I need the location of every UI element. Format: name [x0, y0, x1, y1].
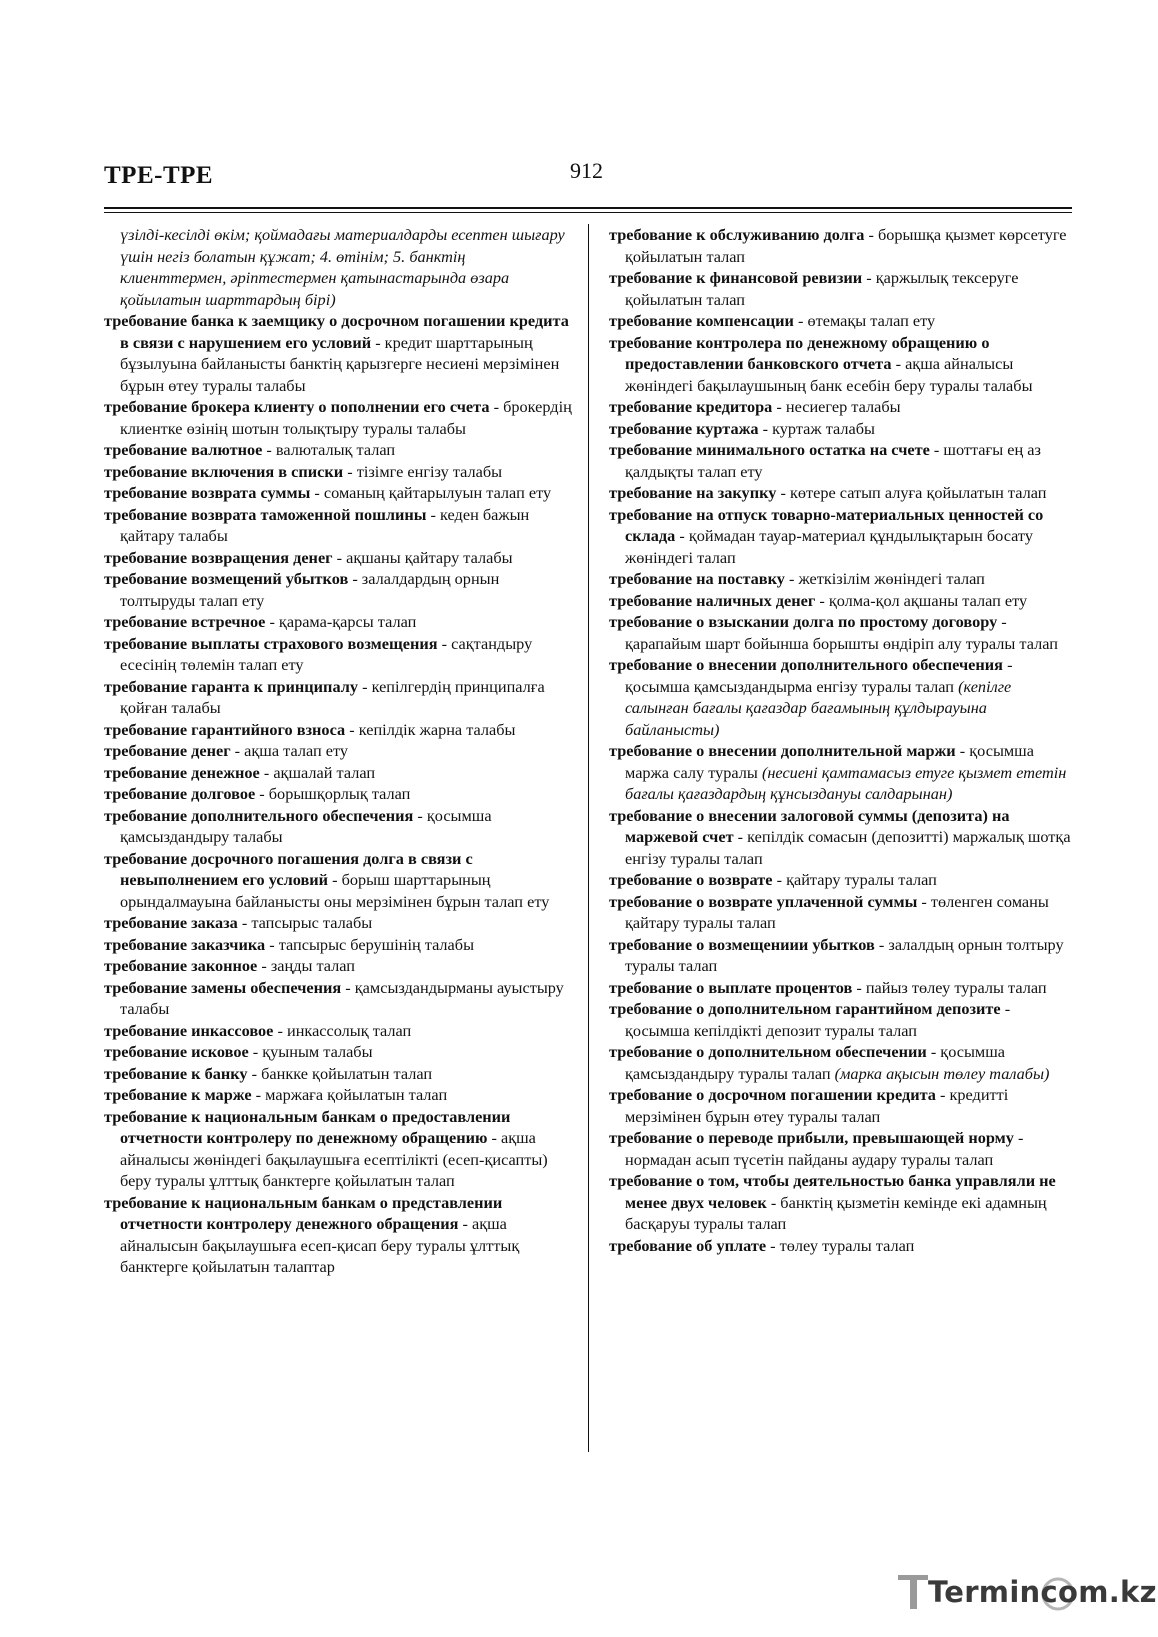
entry-definition: - ақшаны қайтару талабы — [336, 547, 513, 567]
entry-definition: - кредитті мерзімінен бұрын өтеу туралы талап — [625, 1085, 1009, 1126]
dictionary-entry — [104, 783, 572, 805]
dictionary-entry — [104, 762, 572, 784]
entry-note: (несиені қамтамасыз етуге қызмет ететін бағалы қағаздардың құнсыздануы салдарынан) — [625, 762, 1067, 803]
entry-term: требование гаранта к принципалу — [104, 676, 358, 696]
dictionary-entry — [104, 396, 572, 439]
dictionary-entry — [104, 1084, 572, 1106]
entry-term: требование на закупку — [609, 483, 777, 502]
entry-definition: - кепілдік сомасын (депозитті) маржалық шотқа енгізу туралы талап — [625, 827, 1071, 868]
dictionary-entry — [609, 439, 1075, 482]
entry-term: требование о возврате — [609, 870, 773, 889]
entry-definition: - банкке қойылатын талап — [251, 1063, 433, 1083]
entry-term: требование валютное — [104, 440, 263, 459]
entry-term: требование о дополнительном гарантийном депозите — [609, 999, 1001, 1018]
entry-term: требование гарантийного взноса — [104, 719, 346, 739]
entry-definition: - қаржылық тексеруге қойылатын талап — [625, 268, 1019, 309]
entry-term: требование дополнительного обеспечения — [104, 805, 414, 825]
entry-definition: - қамсыздандырманы ауыстыру талабы — [120, 977, 564, 1018]
entry-term: требование брокера клиенту о пополнении его счета — [104, 397, 490, 416]
dictionary-entry — [609, 482, 1075, 504]
dictionary-entry — [104, 912, 572, 934]
entry-definition: - кепілдік жарна талабы — [349, 719, 516, 739]
dictionary-entry — [609, 332, 1075, 397]
entry-definition: - қарапайым шарт бойынша борышты өндіріп алу туралы талап — [625, 612, 1058, 653]
entry-term: требование досрочного погашения долга в связи с невыполнением его условий — [104, 848, 473, 889]
dictionary-entry — [104, 439, 572, 461]
entry-definition: - нормадан асып түсетін пайданы аудару туралы талап — [625, 1128, 1024, 1169]
entry-term: требование о внесении дополнительного обеспечения — [609, 655, 1003, 674]
entry-term: требование возврата таможенной пошлины — [104, 504, 427, 524]
entry-definition: - борышқа қызмет көрсетуге қойылатын талап — [625, 225, 1067, 266]
entry-term: требование к марже — [104, 1085, 252, 1104]
entry-term: требование к банку — [104, 1063, 248, 1083]
entry-definition: - жеткізілім жөніндегі талап — [788, 569, 985, 588]
entry-definition: - тізімге енгізу талабы — [347, 461, 503, 481]
dictionary-entry — [609, 998, 1075, 1041]
dictionary-entry — [104, 1192, 572, 1278]
entry-definition: - куртаж талабы — [762, 418, 875, 438]
dictionary-entry — [104, 848, 572, 913]
entry-definition: - кеден бажын қайтару талабы — [120, 504, 530, 545]
entry-term: требование банка к заемщику о досрочном погашении кредита в связи с нарушением его условий — [104, 311, 569, 352]
entry-term: требование об уплате — [609, 1235, 767, 1255]
entry-term: требование к национальным банкам о представлении отчетности контролеру денежного обращения — [104, 1192, 503, 1233]
header-rule-thin — [104, 212, 1072, 213]
termincom-watermark — [898, 1572, 1157, 1616]
entry-definition: - маржаға қойылатын талап — [255, 1085, 448, 1104]
entry-definition: - қосымша қамсыздандыру талабы — [120, 805, 492, 846]
dictionary-entry — [609, 869, 1075, 891]
dictionary-entry — [609, 934, 1075, 977]
entry-definition: - қосымша қамсыздандыру туралы талап — [625, 1042, 1005, 1083]
dictionary-entry — [104, 934, 572, 956]
entry-definition: - ақша талап ету — [234, 741, 349, 760]
entry-definition: - тапсырыс берушінің талабы — [269, 934, 475, 954]
entry-term: требование заказа — [104, 913, 238, 932]
dictionary-entry — [609, 805, 1075, 870]
dictionary-entry — [104, 568, 572, 611]
entry-definition: - қосымша қамсыздандырма енгізу туралы талап — [625, 655, 1013, 696]
dictionary-entry — [104, 633, 572, 676]
entry-term: требование на отпуск товарно-материальных ценностей со склада — [609, 504, 1044, 545]
entry-definition: - кредит шарттарының бұзылуына байланысты банктің қарызгерге несиені мерзімінен бұрын өтеу туралы талабы — [120, 332, 560, 395]
dictionary-entry — [609, 1127, 1075, 1170]
entry-definition: - шоттағы ең аз қалдықты талап ету — [625, 440, 1041, 481]
continued-entry-text: үзілді-кесілді өкім; қоймадағы материалдарды есептен шығару үшін негіз болатын құжат; 4. өтінім; 5. банктің клиенттермен, әріптестермен қатынастарында өзара қойылатын шарттардың бірі) — [120, 225, 565, 309]
entry-definition: - брокердің клиентке өзінің шотын толықтыру туралы талабы — [120, 397, 572, 438]
entry-term: требование о взыскании долга по простому договору — [609, 612, 998, 631]
entry-term: требование денежное — [104, 762, 260, 782]
entry-term: требование контролера по денежному обращению о предоставлении банковского отчета — [609, 332, 990, 373]
entry-definition: - залалдың орнын толтыру туралы талап — [625, 934, 1064, 975]
entry-definition: - ақша айналысын бақылаушыға есеп-қисап беру туралы ұлттық банктерге қойылатын талаптар — [120, 1214, 520, 1276]
entry-term: требование наличных денег — [609, 590, 816, 610]
entry-definition: - қосымша кепілдікті депозит туралы талап — [625, 999, 1011, 1040]
entry-note: (марка ақысын төлеу талабы) — [834, 1063, 1050, 1083]
dictionary-entry — [609, 654, 1075, 740]
right-entry-list — [609, 224, 1075, 1256]
dictionary-entry — [104, 805, 572, 848]
dictionary-entry — [104, 740, 572, 762]
dictionary-entry — [609, 611, 1075, 654]
entry-definition: - несиегер талабы — [776, 397, 901, 416]
left-entry-list — [104, 310, 572, 1278]
entry-definition: - қоймадан тауар-материал құндылықтарын босату жөніндегі талап — [625, 526, 1033, 567]
entry-definition: - ақша айналысы жөніндегі бақылаушыға есептілікті (есеп-қисапты) беру туралы ұлттық банктерге қойылатын талап — [120, 1128, 548, 1190]
entry-definition: - өтемақы талап ету — [798, 311, 936, 330]
dictionary-entry — [104, 676, 572, 719]
entry-term: требование к финансовой ревизии — [609, 268, 863, 287]
entry-definition: - соманың қайтарылуын талап ету — [314, 483, 552, 502]
entry-term: требование выплаты страхового возмещения — [104, 633, 438, 653]
dictionary-entry — [104, 1020, 572, 1042]
entry-definition: - инкассолық талап — [277, 1020, 412, 1040]
entry-term: требование замены обеспечения — [104, 977, 342, 997]
entry-term: требование минимального остатка на счете — [609, 440, 930, 459]
entry-term: требование о внесении залоговой суммы (депозита) на маржевой счет — [609, 805, 1010, 846]
entry-term: требование компенсации — [609, 311, 794, 330]
entry-term: требование возвращения денег — [104, 547, 333, 567]
entry-term: требование к обслуживанию долга — [609, 225, 865, 244]
page-header — [104, 158, 1072, 204]
dictionary-entry — [104, 310, 572, 396]
dictionary-entry — [104, 461, 572, 483]
entry-definition: - қосымша маржа салу туралы — [625, 741, 1034, 782]
entry-definition: - заңды талап — [261, 956, 356, 975]
dictionary-entry — [104, 482, 572, 504]
entry-term: требование о выплате процентов — [609, 977, 853, 997]
right-column — [609, 224, 1075, 1256]
entry-definition: - көтере сатып алуға қойылатын талап — [780, 483, 1047, 502]
entry-definition: - залалдардың орнын толтыруды талап ету — [120, 569, 500, 610]
entry-term: требование кредитора — [609, 397, 773, 416]
entry-definition: - ақша айналысы жөніндегі бақылаушының банк есебін беру туралы талабы — [625, 354, 1033, 395]
dictionary-entry — [609, 224, 1075, 267]
entry-definition: - ақшалай талап — [263, 762, 376, 782]
page-number: 912 — [570, 158, 603, 183]
entry-term: требование возмещений убытков — [104, 569, 349, 588]
entry-definition: - сақтандыру есесінің төлемін талап ету — [120, 633, 533, 674]
entry-term: требование встречное — [104, 612, 266, 631]
entry-definition: - борыш шарттарының орындалмауына байланысты оны мерзімінен бұрын талап ету — [120, 870, 550, 911]
entry-term: требование долговое — [104, 784, 256, 803]
entry-term: требование о внесении дополнительной маржи — [609, 741, 956, 760]
entry-definition: - қуыным талабы — [252, 1042, 373, 1061]
dictionary-entry — [104, 1041, 572, 1063]
entry-term: требование о возмещениии убытков — [609, 934, 875, 954]
entry-term: требование о том, чтобы деятельностью банка управляли не менее двух человек — [609, 1171, 1056, 1212]
left-column — [104, 224, 572, 1278]
dictionary-entry — [609, 418, 1075, 440]
entry-definition: - тапсырыс талабы — [241, 913, 373, 932]
entry-definition: - төленген соманы қайтару туралы талап — [625, 891, 1049, 932]
column-divider — [588, 224, 589, 1452]
entry-definition: - төлеу туралы талап — [770, 1235, 915, 1255]
entry-term: требование о дополнительном обеспечении — [609, 1042, 927, 1061]
entry-term: требование денег — [104, 741, 231, 760]
dictionary-entry — [104, 955, 572, 977]
entry-term: требование куртажа — [609, 418, 759, 438]
dictionary-entry — [104, 504, 572, 547]
entry-term: требование о досрочном погашении кредита — [609, 1085, 936, 1104]
dictionary-entry — [609, 1170, 1075, 1235]
dictionary-entry — [104, 977, 572, 1020]
entry-term: требование о возврате уплаченной суммы — [609, 891, 918, 911]
entry-definition: - қарама-қарсы талап — [269, 612, 417, 631]
entry-term: требование возврата суммы — [104, 483, 311, 502]
dictionary-entry — [609, 1041, 1075, 1084]
dictionary-entry — [609, 977, 1075, 999]
dictionary-entry — [104, 547, 572, 569]
entry-definition: - борышқорлық талап — [259, 784, 411, 803]
entry-term: требование законное — [104, 956, 258, 975]
entry-term: требование исковое — [104, 1042, 249, 1061]
entry-term: требование заказчика — [104, 934, 266, 954]
entry-term: требование инкассовое — [104, 1020, 274, 1040]
dictionary-entry — [609, 267, 1075, 310]
dictionary-entry — [609, 504, 1075, 569]
entry-definition: - банктің қызметін кемінде екі адамның басқаруы туралы талап — [625, 1192, 1047, 1233]
entry-note: (кепілге салынған бағалы қағаздар бағамының құлдырауына байланысты) — [625, 676, 1012, 739]
dictionary-entry — [609, 1084, 1075, 1127]
entry-definition: - пайыз төлеу туралы талап — [856, 977, 1047, 997]
entry-term: требование о переводе прибыли, превышающей норму — [609, 1128, 1014, 1147]
dictionary-entry — [609, 891, 1075, 934]
entry-term: требование на поставку — [609, 569, 785, 588]
watermark-text: Termincom.kz — [928, 1575, 1157, 1609]
running-head: ТРЕ-ТРЕ — [104, 162, 214, 189]
entry-definition: - қайтару туралы талап — [776, 870, 937, 889]
dictionary-entry — [104, 719, 572, 741]
header-rule-thick — [104, 207, 1072, 209]
dictionary-entry — [609, 396, 1075, 418]
dictionary-entry — [609, 740, 1075, 805]
dictionary-entry — [609, 1235, 1075, 1257]
dictionary-entry — [609, 590, 1075, 612]
entry-definition: - кепілгердің принципалға қойған талабы — [120, 676, 545, 717]
dictionary-entry — [609, 310, 1075, 332]
dictionary-entry — [104, 1063, 572, 1085]
dictionary-entry — [104, 1106, 572, 1192]
entry-definition: - қолма-қол ақшаны талап ету — [819, 590, 1028, 610]
dictionary-entry — [609, 568, 1075, 590]
entry-term: требование включения в списки — [104, 461, 344, 481]
dictionary-entry — [104, 611, 572, 633]
entry-definition: - валюталық талап — [266, 440, 396, 459]
entry-term: требование к национальным банкам о предоставлении отчетности контролеру по денежному обращению — [104, 1106, 511, 1147]
